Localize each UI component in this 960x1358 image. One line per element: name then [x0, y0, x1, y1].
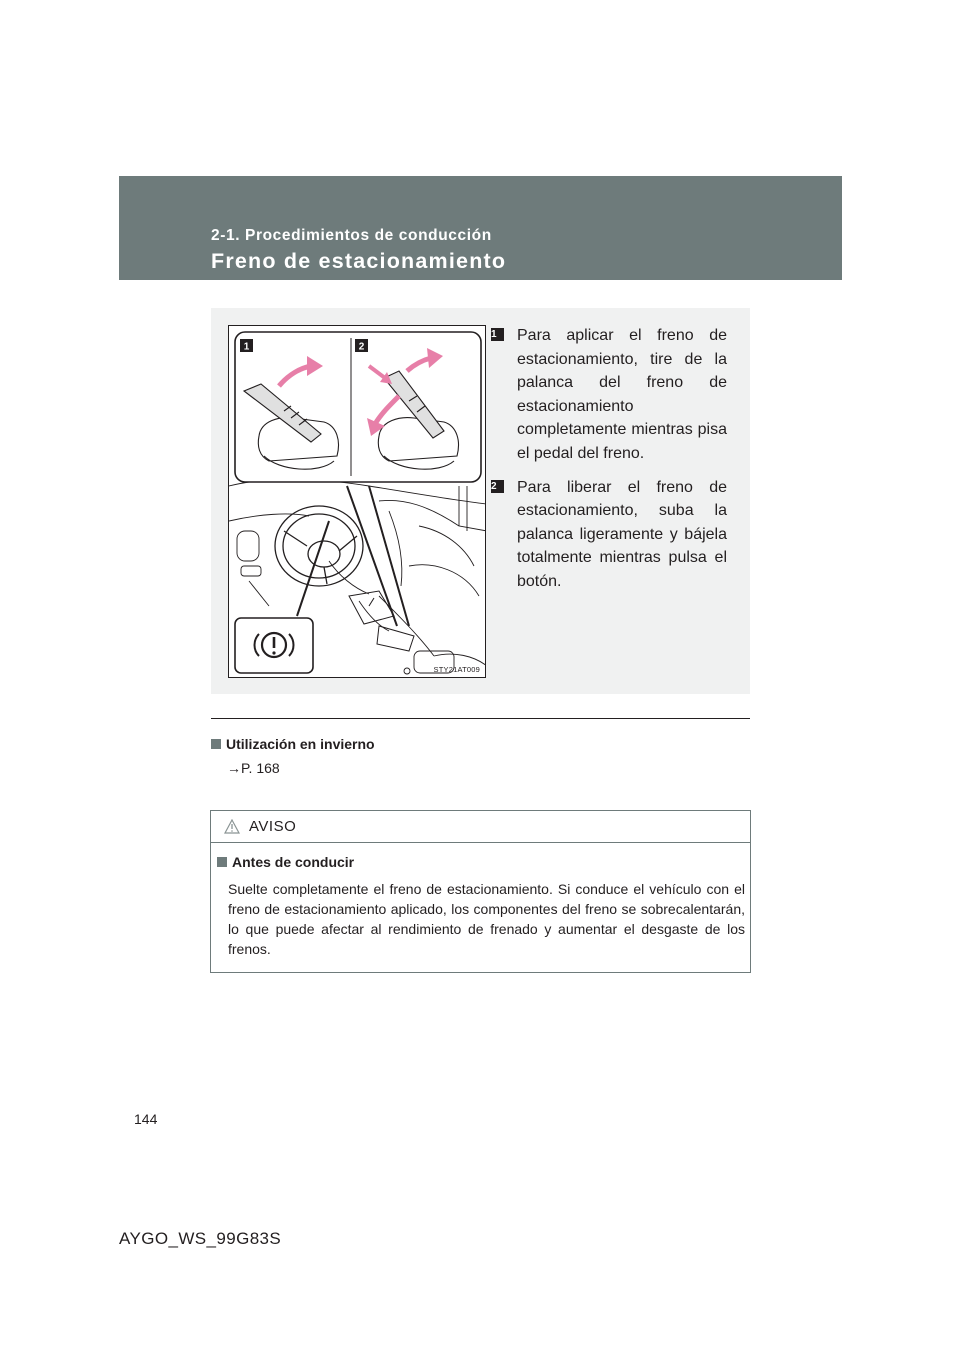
- warning-box: [210, 810, 751, 973]
- figure-code: STY21AT009: [433, 665, 480, 674]
- warning-text: Suelte completamente el freno de estacionamiento. Si conduce el vehículo con el freno de estacionamiento aplicado, los componentes del freno se sobrecalentarán, lo que puede afectar al rendimiento de frenado y aumentar el desgaste de los frenos.: [228, 881, 745, 957]
- document-code: AYGO_WS_99G83S: [119, 1229, 282, 1248]
- page-number: 144: [134, 1111, 158, 1127]
- chapter-header: [119, 176, 842, 280]
- warning-label: AVISO: [249, 818, 297, 835]
- step-text: Para liberar el freno de estacionamiento, suba la palanca ligeramente y bájela totalmente mientras pulsa el botón.: [517, 478, 727, 590]
- illustration-drawing: [229, 326, 486, 678]
- note-title: Utilización en invierno: [226, 736, 375, 752]
- page-title: Freno de estacionamiento: [211, 249, 507, 273]
- section-divider: [211, 718, 750, 719]
- warning-subtitle: Antes de conducir: [232, 854, 355, 870]
- square-bullet-icon: [217, 857, 227, 867]
- svg-text:1: 1: [243, 341, 250, 353]
- section-title: 2-1. Procedimientos de conducción: [211, 227, 492, 244]
- step-text: Para aplicar el freno de estacionamiento, tire de la palanca del freno de estacionamiento completamente mientras pisa el pedal del freno.: [517, 327, 727, 462]
- winter-note: [211, 736, 750, 776]
- warning-triangle-icon: [224, 819, 240, 834]
- step-item: [491, 324, 727, 466]
- step-number-badge: 1: [491, 328, 504, 341]
- instruction-steps: [491, 324, 727, 604]
- figure-panel: [211, 308, 750, 694]
- svg-text:2: 2: [358, 341, 365, 353]
- step-item: [491, 476, 727, 594]
- page-reference-link[interactable]: →P. 168: [227, 760, 280, 776]
- step-number-badge: 2: [491, 480, 504, 493]
- square-bullet-icon: [211, 739, 221, 749]
- parking-brake-illustration: [228, 325, 486, 678]
